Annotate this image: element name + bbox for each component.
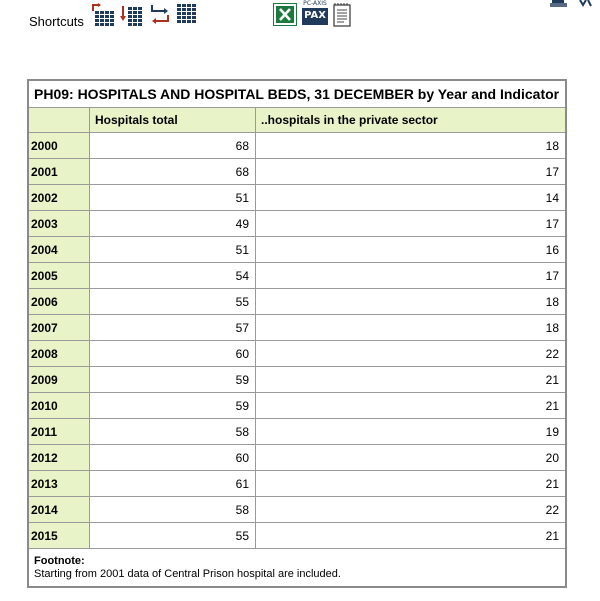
year-cell: 2008 (28, 341, 90, 367)
pivot-manual-icon[interactable] (90, 2, 116, 28)
year-cell: 2001 (28, 159, 90, 185)
hospitals-total-cell: 57 (90, 315, 256, 341)
year-cell: 2005 (28, 263, 90, 289)
private-sector-cell: 22 (256, 341, 567, 367)
footnote-text: Starting from 2001 data of Central Prison hospital are included. (34, 568, 341, 580)
year-cell: 2012 (28, 445, 90, 471)
column-header-hospitals-total: Hospitals total (90, 108, 256, 133)
private-sector-cell: 17 (256, 263, 567, 289)
pivot-clockwise-icon[interactable] (119, 2, 145, 28)
pcaxis-label: PAX (302, 8, 328, 25)
hospitals-total-cell: 60 (90, 445, 256, 471)
private-sector-cell: 18 (256, 315, 567, 341)
private-sector-cell: 18 (256, 289, 567, 315)
table-row (28, 497, 566, 523)
table-row (28, 315, 566, 341)
year-cell: 2002 (28, 185, 90, 211)
hospitals-total-cell: 55 (90, 523, 256, 549)
year-cell: 2011 (28, 419, 90, 445)
year-cell: 2014 (28, 497, 90, 523)
hospitals-total-cell: 51 (90, 185, 256, 211)
hospitals-total-cell: 58 (90, 497, 256, 523)
excel-icon[interactable] (273, 3, 297, 26)
year-cell: 2000 (28, 133, 90, 159)
hospitals-total-cell: 68 (90, 133, 256, 159)
pcaxis-top-label: PC-AXIS (303, 0, 327, 7)
table-row (28, 211, 566, 237)
table-grid-icon[interactable] (176, 2, 200, 28)
hospitals-total-cell: 61 (90, 471, 256, 497)
table-row (28, 263, 566, 289)
pcaxis-icon[interactable] (302, 1, 328, 27)
year-cell: 2007 (28, 315, 90, 341)
private-sector-cell: 20 (256, 445, 567, 471)
footnote (28, 549, 566, 588)
year-cell: 2015 (28, 523, 90, 549)
table-row (28, 393, 566, 419)
table-row (28, 471, 566, 497)
private-sector-cell: 21 (256, 523, 567, 549)
year-cell: 2003 (28, 211, 90, 237)
shortcuts-label: Shortcuts (29, 14, 84, 29)
year-cell: 2010 (28, 393, 90, 419)
hospitals-total-cell: 51 (90, 237, 256, 263)
pivot-counterclockwise-icon[interactable] (148, 2, 172, 28)
stub-header (28, 108, 90, 133)
year-cell: 2006 (28, 289, 90, 315)
hospitals-total-cell: 59 (90, 367, 256, 393)
table-row (28, 133, 566, 159)
table-row (28, 523, 566, 549)
private-sector-cell: 14 (256, 185, 567, 211)
table-row (28, 419, 566, 445)
hospitals-total-cell: 59 (90, 393, 256, 419)
data-table (27, 79, 567, 588)
private-sector-cell: 17 (256, 211, 567, 237)
hospitals-total-cell: 49 (90, 211, 256, 237)
table-row (28, 445, 566, 471)
column-header-private-sector: ..hospitals in the private sector (256, 108, 567, 133)
table-row (28, 289, 566, 315)
private-sector-cell: 21 (256, 471, 567, 497)
private-sector-cell: 21 (256, 393, 567, 419)
table-row (28, 159, 566, 185)
year-cell: 2004 (28, 237, 90, 263)
hospitals-total-cell: 55 (90, 289, 256, 315)
footnote-title: Footnote: (34, 555, 85, 567)
private-sector-cell: 17 (256, 159, 567, 185)
hospitals-total-cell: 68 (90, 159, 256, 185)
year-cell: 2009 (28, 367, 90, 393)
table-row (28, 341, 566, 367)
hospitals-total-cell: 60 (90, 341, 256, 367)
private-sector-cell: 22 (256, 497, 567, 523)
private-sector-cell: 21 (256, 367, 567, 393)
table-row (28, 185, 566, 211)
private-sector-cell: 18 (256, 133, 567, 159)
private-sector-cell: 16 (256, 237, 567, 263)
table-title: PH09: HOSPITALS AND HOSPITAL BEDS, 31 DECEMBER by Year and Indicator (28, 80, 566, 108)
text-file-icon[interactable] (332, 3, 352, 27)
partial-help-icon[interactable] (578, 0, 596, 8)
partial-toolbar-icon[interactable] (549, 0, 569, 8)
table-row (28, 237, 566, 263)
table-row (28, 367, 566, 393)
hospitals-total-cell: 54 (90, 263, 256, 289)
private-sector-cell: 19 (256, 419, 567, 445)
year-cell: 2013 (28, 471, 90, 497)
hospitals-total-cell: 58 (90, 419, 256, 445)
